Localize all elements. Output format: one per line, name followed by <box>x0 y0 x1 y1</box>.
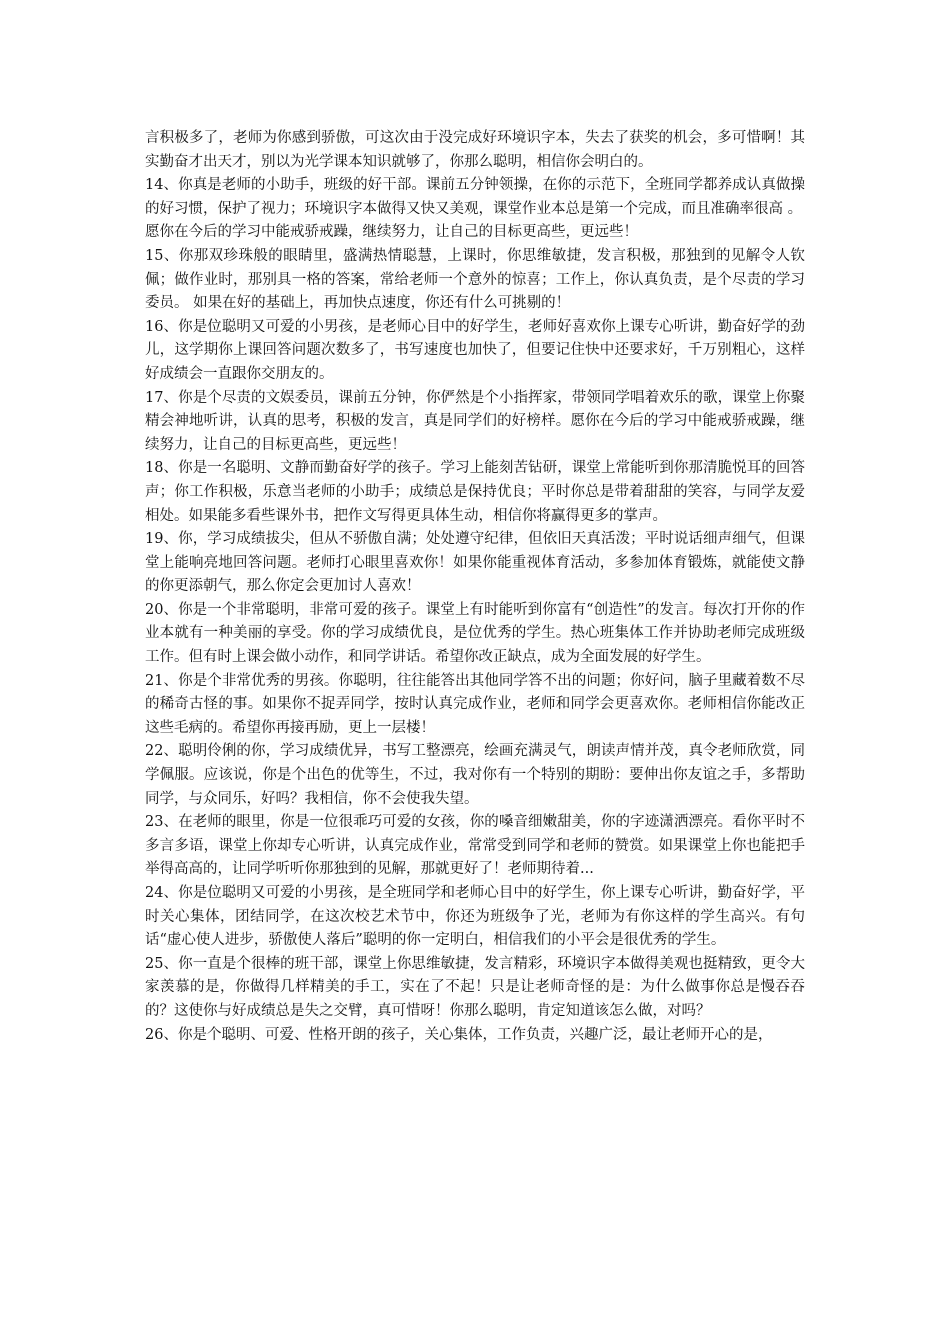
paragraph: 18、你是一名聪明、文静而勤奋好学的孩子。学习上能刻苦钻研，课堂上常能听到你那清脆悦耳的回答声；你工作积极，乐意当老师的小助手；成绩总是保持优良；平时你总是带着甜甜的笑容，与同学友爱相处。如果能多看些课外书，把作文写得更具体生动，相信你将赢得更多的掌声。 <box>145 460 805 524</box>
paragraph: 21、你是个非常优秀的男孩。你聪明，往往能答出其他同学答不出的问题；你好问，脑子里藏着数不尽的稀奇古怪的事。如果你不捉弄同学，按时认真完成作业，老师和同学会更喜欢你。老师相信你能改正这些毛病的。希望你再接再励，更上一层楼！ <box>145 672 805 736</box>
paragraph: 25、你一直是个很棒的班干部，课堂上你思维敏捷，发言精彩，环境识字本做得美观也挺精致，更令大家羡慕的是，你做得几样精美的手工，实在了不起！只是让老师奇怪的是：为什么做事你总是慢吞吞的？这使你与好成绩总是失之交臂，真可惜呀！你那么聪明，肯定知道该怎么做，对吗？ <box>145 955 805 1019</box>
paragraph: 16、你是位聪明又可爱的小男孩，是老师心目中的好学生，老师好喜欢你上课专心听讲，勤奋好学的劲儿，这学期你上课回答问题次数多了，书写速度也加快了，但要记住快中还要求好，千万别粗心，这样好成绩会一直跟你交朋友的。 <box>145 318 805 382</box>
paragraph: 24、你是位聪明又可爱的小男孩，是全班同学和老师心目中的好学生，你上课专心听讲，勤奋好学，平时关心集体，团结同学，在这次校艺术节中，你还为班级争了光，老师为有你这样的学生高兴。有句话“虚心使人进步，骄傲使人落后”聪明的你一定明白，相信我们的小平会是很优秀的学生。 <box>145 885 805 949</box>
paragraph: 19、你，学习成绩拔尖，但从不骄傲自满；处处遵守纪律，但依旧天真活泼；平时说话细声细气，但课堂上能响亮地回答问题。老师打心眼里喜欢你！如果你能重视体育活动，多参加体育锻炼，就能使文静的你更添朝气，那么你定会更加讨人喜欢！ <box>145 531 805 595</box>
document-body <box>145 127 805 1047</box>
paragraph: 23、在老师的眼里，你是一位很乖巧可爱的女孩，你的嗓音细嫩甜美，你的字迹潇洒漂亮。看你平时不多言多语，课堂上你却专心听讲，认真完成作业，常常受到同学和老师的赞赏。如果课堂上你也能把手举得高高的，让同学听听你那独到的见解，那就更好了！老师期待着... <box>145 814 805 878</box>
paragraph: 14、你真是老师的小助手，班级的好干部。课前五分钟领操，在你的示范下，全班同学都养成认真做操的好习惯，保护了视力；环境识字本做得又快又美观，课堂作业本总是第一个完成，而且准确率很高 。 <box>145 177 805 217</box>
paragraph: 17、你是个尽责的文娱委员，课前五分钟，你俨然是个小指挥家，带领同学唱着欢乐的歌，课堂上你聚精会神地听讲，认真的思考，积极的发言，真是同学们的好榜样。愿你在今后的学习中能戒骄戒躁，继续努力，让自己的目标更高些，更远些！ <box>145 389 805 453</box>
paragraph: 26、你是个聪明、可爱、性格开朗的孩子，关心集体，工作负责，兴趣广泛，最让老师开心的是， <box>145 1026 773 1043</box>
paragraph: 愿你在今后的学习中能戒骄戒躁，继续努力，让自己的目标更高些，更远些！ <box>145 224 638 241</box>
paragraph: 20、你是一个非常聪明，非常可爱的孩子。课堂上有时能听到你富有“创造性”的发言。每次打开你的作业本就有一种美丽的享受。你的学习成绩优良，是位优秀的学生。热心班集体工作并协助老师完成班级工作。但有时上课会做小动作，和同学讲话。希望你改正缺点，成为全面发展的好学生。 <box>145 601 805 666</box>
paragraph: 22、聪明伶俐的你，学习成绩优异，书写工整漂亮，绘画充满灵气，朗读声情并茂，真令老师欣赏，同学佩服。应该说，你是个出色的优等生，不过，我对你有一个特别的期盼：要伸出你友谊之手，多帮助同学，与众同乐，好吗？我相信，你不会使我失望。 <box>145 743 805 807</box>
paragraph: 15、你那双珍珠般的眼睛里，盛满热情聪慧，上课时，你思维敏捷，发言积极，那独到的见解令人钦佩；做作业时，那别具一格的答案，常给老师一个意外的惊喜；工作上，你认真负责，是个尽责的学习委员。 如果在好的基础上，再加快点速度，你还有什么可挑剔的！ <box>145 247 805 312</box>
paragraph: 言积极多了，老师为你感到骄傲，可这次由于没完成好环境识字本，失去了获奖的机会，多可惜啊！其实勤奋才出天才，别以为光学课本知识就够了，你那么聪明，相信你会明白的。 <box>145 130 805 170</box>
